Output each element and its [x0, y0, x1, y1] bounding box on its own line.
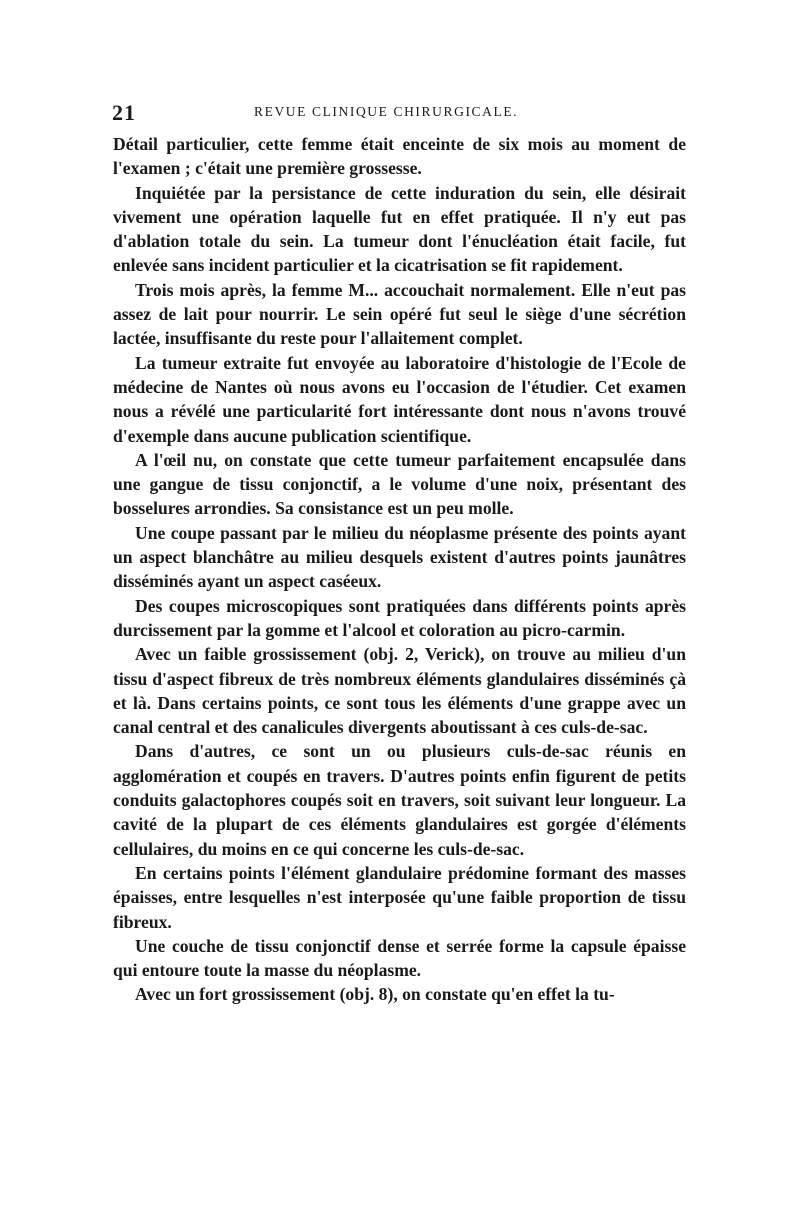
running-head: [112, 100, 688, 128]
paragraph: La tumeur extraite fut envoyée au laboratoire d'histologie de l'Ecole de médecine de Nantes où nous avons eu l'occasion de l'étudier. Cet examen nous a révélé une particularité fort intéressante dont nous n'avons trouvé d'exemple dans aucune publication scientifique.: [113, 352, 686, 446]
page-number: 21: [112, 100, 136, 125]
paragraph: Des coupes microscopiques sont pratiquées dans différents points après durcissement par la gomme et l'alcool et coloration au picro-carmin.: [113, 595, 686, 640]
paragraph: Détail particulier, cette femme était enceinte de six mois au moment de l'examen ; c'était une première grossesse.: [113, 134, 686, 179]
paragraph: Dans d'autres, ce sont un ou plusieurs culs-de-sac réunis en agglomération et coupés en travers. D'autres points enfin figurent de petits conduits galactophores coupés soit en travers, soit suivant leur longueur. La cavité de la plupart de ces éléments glandulaires est gorgée d'éléments cellulaires, du moins en ce qui concerne les culs-de-sac.: [113, 741, 686, 859]
journal-title: REVUE CLINIQUE CHIRURGICALE.: [254, 104, 519, 119]
paragraph: Avec un faible grossissement (obj. 2, Verick), on trouve au milieu d'un tissu d'aspect fibreux de très nombreux éléments glandulaires disséminés çà et là. Dans certains points, ce sont tous les éléments d'une grappe avec un canal central et des canalicules divergents aboutissant à ces culs-de-sac.: [113, 644, 686, 738]
paragraph: Une coupe passant par le milieu du néoplasme présente des points ayant un aspect blanchâtre au milieu desquels existent d'autres points jaunâtres disséminés ayant un aspect caséeux.: [113, 522, 686, 592]
paragraph: Avec un fort grossissement (obj. 8), on constate qu'en effet la tu-: [135, 984, 615, 1005]
paragraph: A l'œil nu, on constate que cette tumeur parfaitement encapsulée dans une gangue de tissu conjonctif, a le volume d'une noix, présentant des bosselures arrondies. Sa consistance est un peu molle.: [113, 449, 686, 519]
paragraph: Une couche de tissu conjonctif dense et serrée forme la capsule épaisse qui entoure toute la masse du néoplasme.: [113, 935, 686, 981]
paragraph: Trois mois après, la femme M... accouchait normalement. Elle n'eut pas assez de lait pour nourrir. Le sein opéré fut seul le siège d'une sécrétion lactée, insuffisante du reste pour l'allaitement complet.: [113, 279, 686, 349]
body-text: [113, 132, 686, 1007]
paragraph: En certains points l'élément glandulaire prédomine formant des masses épaisses, entre lesquelles n'est interposée qu'une faible proportion de tissu fibreux.: [113, 862, 686, 932]
paragraph: Inquiétée par la persistance de cette induration du sein, elle désirait vivement une opération laquelle fut en effet pratiquée. Il n'y eut pas d'ablation totale du sein. La tumeur dont l'énucléation était facile, fut enlevée sans incident particulier et la cicatrisation se fit rapidement.: [113, 182, 686, 276]
